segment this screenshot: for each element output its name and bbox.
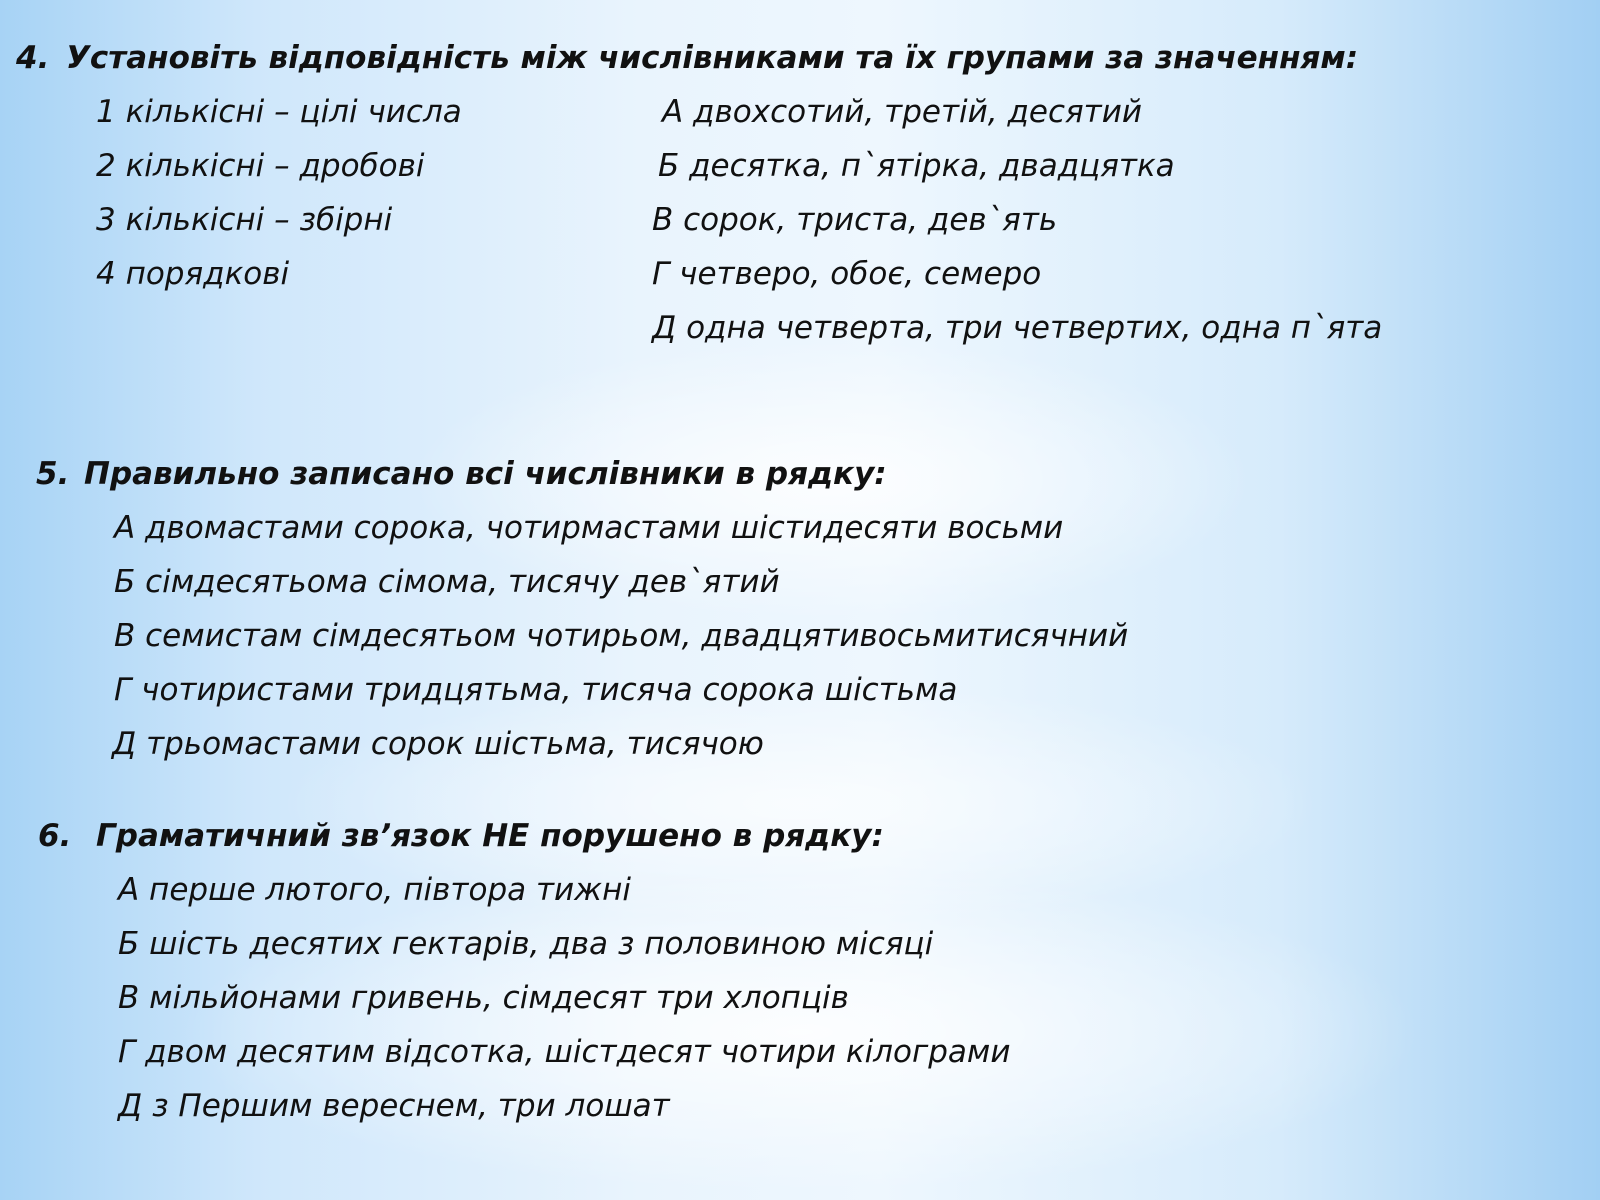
- q5-option-v: В семистам сімдесятьом чотирьом, двадцятивосьмитисячний: [114, 618, 1129, 654]
- question-6-title: Граматичний зв’язок НЕ порушено в рядку:: [96, 818, 884, 854]
- q4-left-item-2: 2 кількісні – дробові: [96, 148, 425, 184]
- q5-option-a: А двомастами сорока, чотирмастами шістидесяти восьми: [114, 510, 1064, 546]
- q4-right-item-g: Г четверо, обоє, семеро: [652, 256, 1042, 292]
- q4-left-item-1: 1 кількісні – цілі числа: [96, 94, 462, 130]
- q5-option-b: Б сімдесятьома сімома, тисячу дев`ятий: [114, 564, 780, 600]
- q5-option-g: Г чотиристами тридцятьма, тисяча сорока шістьма: [114, 672, 958, 708]
- question-5-number: 5.: [36, 456, 70, 492]
- q4-left-item-3: 3 кількісні – збірні: [96, 202, 393, 238]
- q4-right-item-a: А двохсотий, третій, десятий: [662, 94, 1143, 130]
- q6-option-v: В мільйонами гривень, сімдесят три хлопців: [118, 980, 849, 1016]
- q4-right-item-d: Д одна четверта, три четвертих, одна п`ята: [652, 310, 1383, 346]
- question-5-title: Правильно записано всі числівники в рядку:: [84, 456, 887, 492]
- q4-right-item-b: Б десятка, п`ятірка, двадцятка: [658, 148, 1175, 184]
- q4-right-item-v: В сорок, триста, дев`ять: [652, 202, 1058, 238]
- q4-left-item-4: 4 порядкові: [96, 256, 290, 292]
- question-4-title: Установіть відповідність між числівниками та їх групами за значенням:: [66, 40, 1359, 76]
- question-4-heading: [16, 38, 1358, 78]
- q6-option-d: Д з Першим вереснем, три лошат: [118, 1088, 670, 1124]
- q6-option-b: Б шість десятих гектарів, два з половиною місяці: [118, 926, 934, 962]
- q6-option-a: А перше лютого, півтора тижні: [118, 872, 631, 908]
- q5-option-d: Д трьомастами сорок шістьма, тисячою: [112, 726, 764, 762]
- question-6-number: 6.: [38, 818, 72, 854]
- question-5-heading: [36, 454, 887, 494]
- q6-option-g: Г двом десятим відсотка, шістдесят чотири кілограми: [118, 1034, 1011, 1070]
- question-6-heading: [38, 816, 884, 856]
- question-4-number: 4.: [16, 40, 50, 76]
